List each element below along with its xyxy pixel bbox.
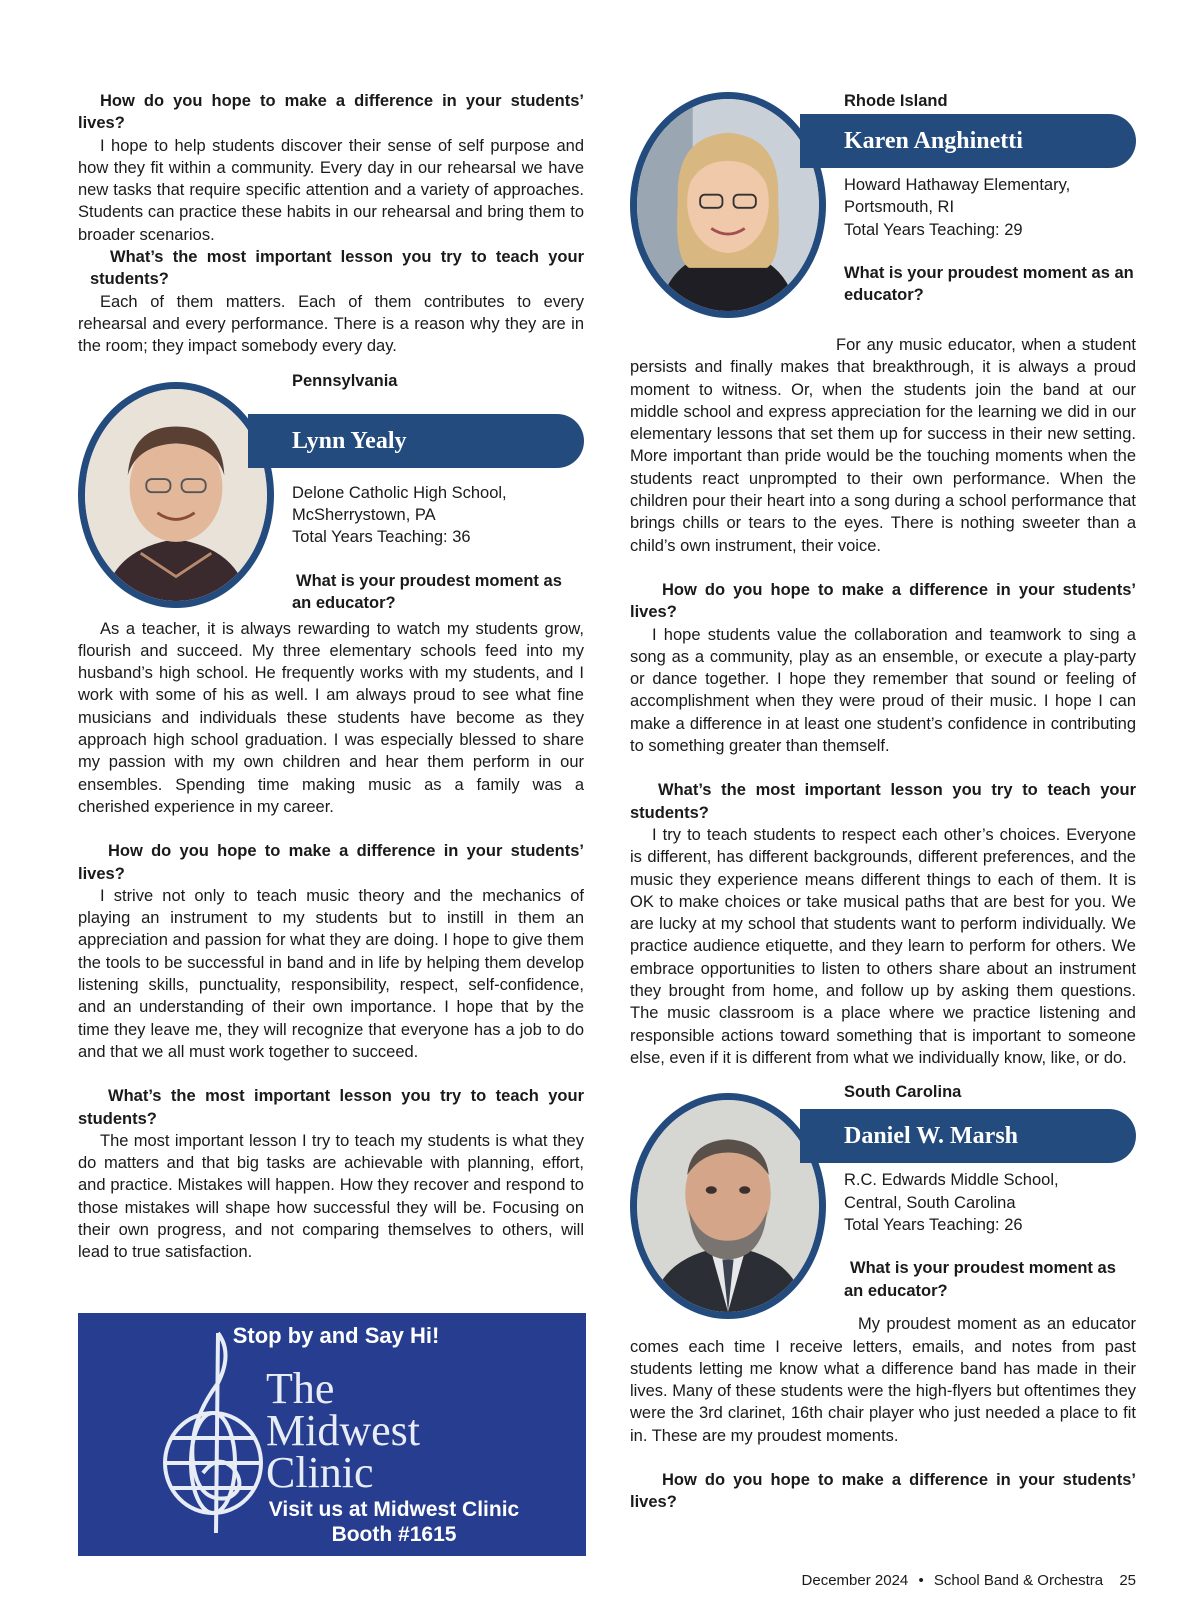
issue-date: December 2024 [801, 1572, 909, 1589]
answer-paragraph: I strive not only to teach music theory and the mechanics of playing an instrument to my students but to instill in them an appreciation and passion for what they are doing. I hope to give them the tools to be successful in band and in life by helping them develop listening skills, punctuality, responsibility, respect, self-confidence, and an understanding of their own importance. I hope that by the time they leave me, they will recognize that everyone has a job to do and that we all must work together to succeed. [78, 886, 584, 1061]
question-heading: What is your proudest moment as an educator? [844, 264, 1134, 305]
question-heading: How do you hope to make a difference in your students’ lives? [78, 842, 584, 883]
ad-title-line2: Midwest [266, 1406, 420, 1455]
question-heading: How do you hope to make a difference in your students’ lives? [78, 92, 584, 133]
educator-name-banner: Karen Anghinetti [800, 114, 1136, 168]
answer-paragraph: I try to teach students to respect each other’s choices. Everyone is different, has different backgrounds, different preferences, and the music they experience means different things to each of them. It is OK to make choices or take musical paths that are best for you. We are lucky at my school that students want to perform individually. We practice audience etiquette, and they learn to perform for others. We embrace opportunities to listen to others share about an instrument they brought from home, and follow up by asking them questions. The music classroom is a place where we practice listening and responsible actions toward something that is important to someone else, even if it is different from what we individually know, like, or do. [630, 825, 1136, 1067]
answer-paragraph: I hope students value the collaboration and teamwork to sing a song as a community, play as an ensemble, or execute a play-party or dance together. I hope they remember that sound or feeling of accomplishment when they were proud of their music. I hope I can make a difference in at least one student’s confidence in contributing to something greater than themself. [630, 625, 1136, 756]
school-info [292, 482, 582, 549]
right-column [630, 90, 1136, 1514]
page-footer [630, 1572, 1136, 1589]
years-teaching: Total Years Teaching: 36 [292, 528, 471, 547]
answer-paragraph: For any music educator, when a student persists and finally makes that breakthrough, it is always a proud moment to witness. Or, when the students join the band at our middle school and express appreciation for the learning we did in our elementary lessons that set them up for success in their new setting. More important than pride would be the touching moments when the students react unprompted to their own performance. When the children pour their heart into a song during a school performance that brings chills or tears to the eyes. There is nothing sweeter than a child’s own instrument, their voice. [630, 336, 1136, 555]
answer-paragraph: The most important lesson I try to teach my students is what they do matters and that big tasks are achievable with planning, effort, and practice. Mistakes will happen. How they recover and respond to those mistakes will shape how successful they will be. Focusing on their own progress, and not comparing themselves to others, will lead to true satisfaction. [78, 1131, 584, 1262]
state-label: South Carolina [844, 1083, 962, 1102]
educator-name-banner: Lynn Yealy [248, 414, 584, 468]
state-label: Rhode Island [844, 92, 948, 110]
school-info [844, 1169, 1134, 1236]
question-heading: What is your proudest moment as an educator? [292, 571, 562, 612]
school-name: Howard Hathaway Elementary, [844, 176, 1071, 194]
answer-paragraph: As a teacher, it is always rewarding to watch my students grow, flourish and succeed. My three elementary schools feed into my husband’s high school. He frequently works with my students, and I work with some of his as well. I am always proud to see what fine musicians and individuals these students have become as they approach high school graduation. I was especially blessed to share my passion with my own children and hear them perform in our ensembles. Spending time making music as a family was a cherished experience in my career. [78, 619, 584, 816]
profile-karen-anghinetti [630, 90, 1136, 326]
profile-daniel-marsh [630, 1081, 1136, 1305]
ad-visit-text: Visit us at Midwest Clinic [268, 1498, 520, 1521]
portrait-photo [78, 382, 274, 608]
portrait-photo [630, 92, 826, 318]
years-teaching: Total Years Teaching: 26 [844, 1215, 1023, 1234]
years-teaching: Total Years Teaching: 29 [844, 220, 1023, 239]
school-location: Central, South Carolina [844, 1193, 1016, 1212]
question-heading: How do you hope to make a difference in your students’ lives? [630, 580, 1136, 622]
school-info [844, 174, 1134, 241]
answer-paragraph: My proudest moment as an educator comes each time I receive letters, emails, and notes from past students letting me know what a difference band has made in their lives. Many of these students were the high-flyers but oftentimes they were the 3rd clarinet, 16th chair player who just needed a place to fit in. These are my proudest moments. [630, 1315, 1136, 1445]
school-name: R.C. Edwards Middle School, [844, 1171, 1059, 1190]
school-name: Delone Catholic High School, [292, 483, 507, 502]
answer-paragraph: I hope to help students discover their sense of self purpose and how they fit within a community. Every day in our rehearsal we have new tasks that require specific attention and a variety of approaches. Students can practice these habits in our rehearsal and bring them to broader scenarios. [78, 136, 584, 244]
footer-separator: • [918, 1572, 924, 1589]
page-number: 25 [1119, 1572, 1136, 1589]
question-heading: What is your proudest moment as an educator? [844, 1259, 1116, 1300]
ad-booth-text: Booth #1615 [331, 1523, 457, 1546]
answer-paragraph: Each of them matters. Each of them contributes to every rehearsal and every performance. There is a reason why they are in the room; they impact somebody every day. [78, 292, 584, 356]
question-heading: What’s the most important lesson you try to teach your students? [630, 781, 1136, 822]
portrait-photo [630, 1093, 826, 1319]
profile-lynn-yealy [78, 370, 584, 610]
question-heading: What’s the most important lesson you try to teach your students? [78, 1087, 584, 1128]
state-label: Pennsylvania [292, 371, 398, 390]
question-heading: What’s the most important lesson you try to teach your students? [90, 248, 584, 289]
ad-title-line3: Clinic [266, 1448, 374, 1497]
educator-name-banner: Daniel W. Marsh [800, 1109, 1136, 1163]
ad-title-line1: The [266, 1364, 335, 1413]
ad-tagline: Stop by and Say Hi! [232, 1323, 440, 1348]
school-location: Portsmouth, RI [844, 198, 955, 217]
left-column [78, 90, 584, 1264]
midwest-clinic-ad[interactable] [78, 1313, 586, 1556]
school-location: McSherrystown, PA [292, 505, 436, 524]
publication-name: School Band & Orchestra [933, 1572, 1104, 1589]
question-heading: How do you hope to make a difference in your students’ lives? [630, 1470, 1136, 1512]
